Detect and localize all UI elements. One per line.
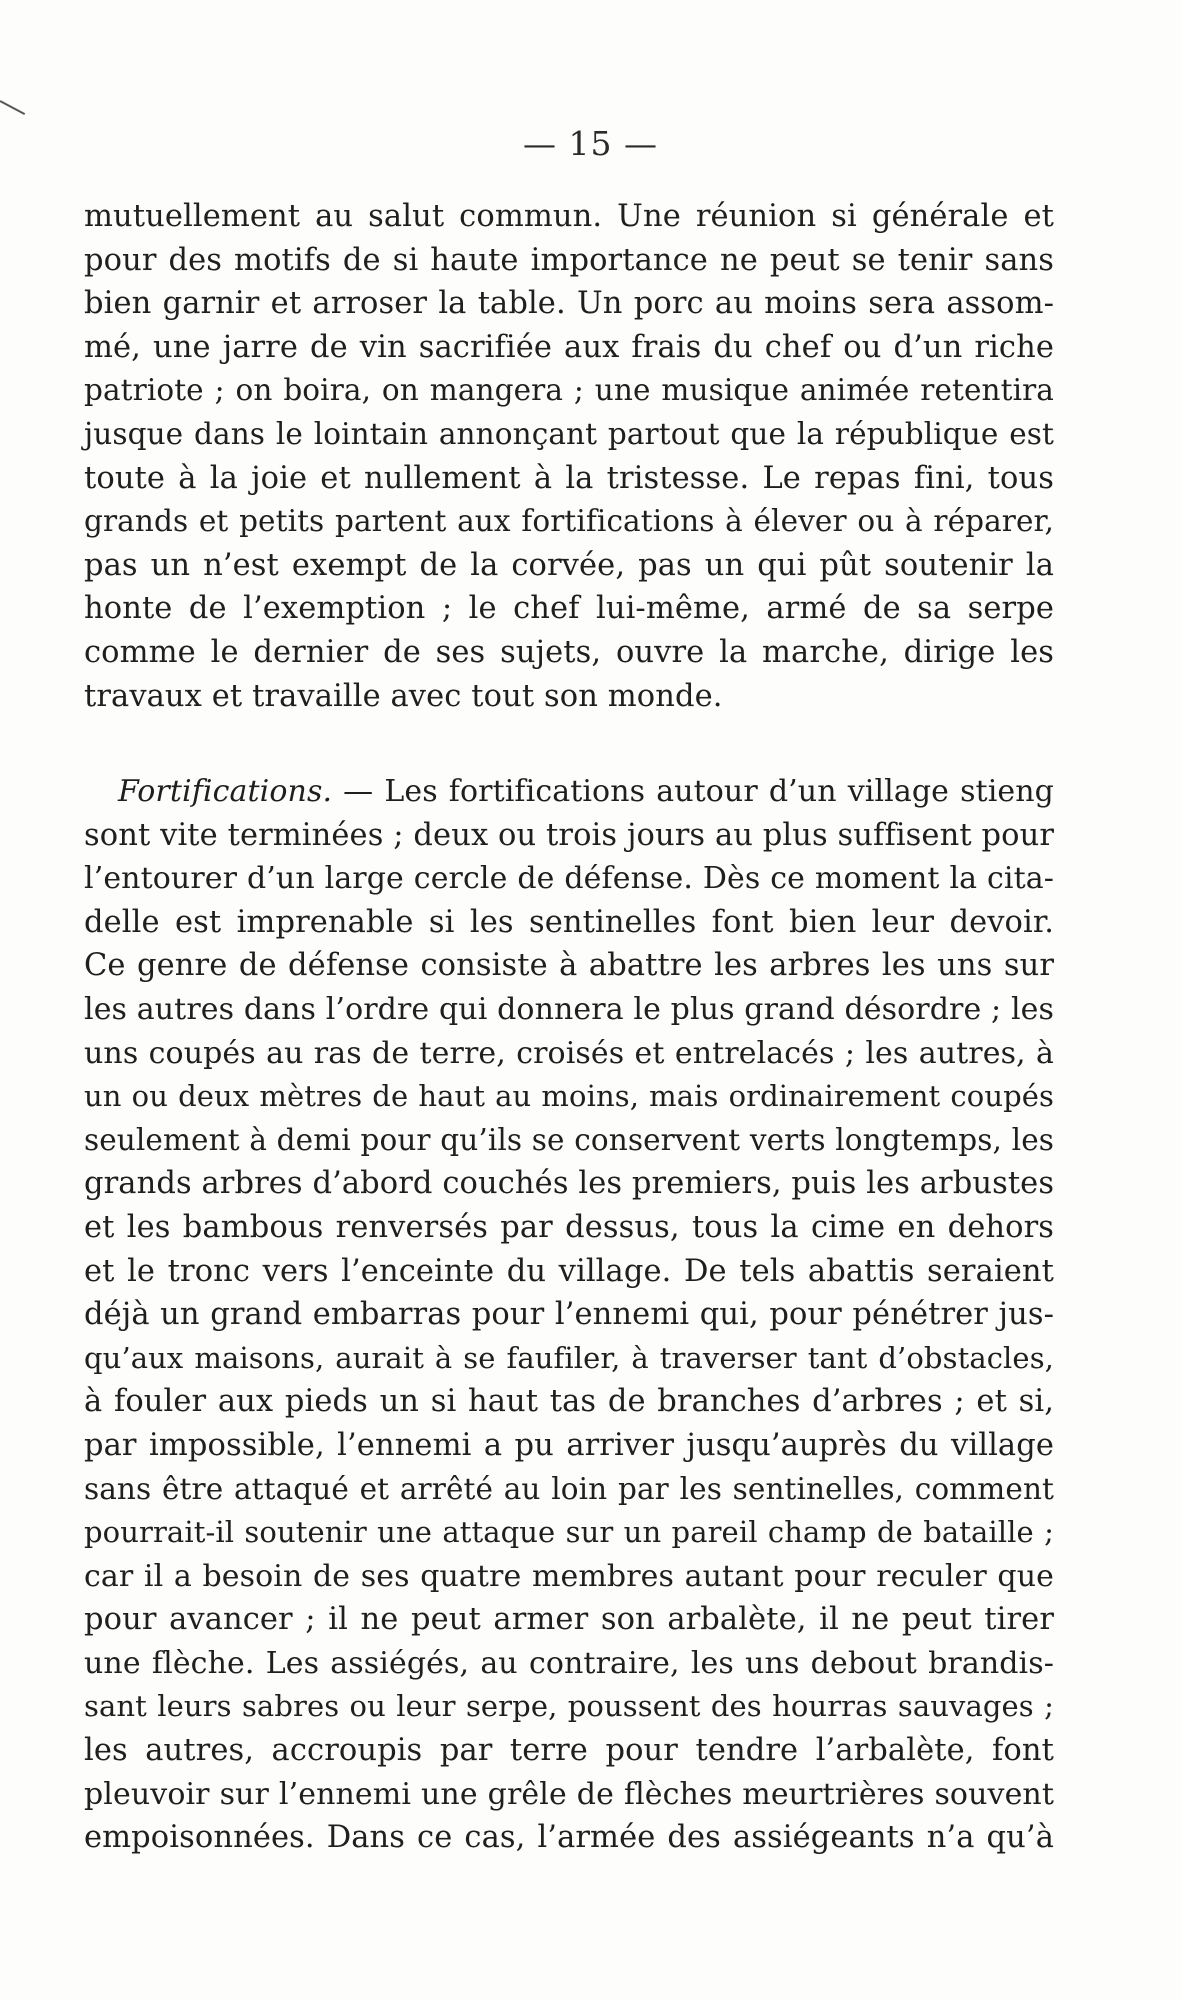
- text-line: seulement à demi pour qu’ils se conservent verts longtemps, les: [84, 1122, 1054, 1157]
- text-line: sant leurs sabres ou leur serpe, poussent des hourras sauvages ;: [84, 1689, 1054, 1724]
- page-number: — 15 —: [523, 124, 658, 163]
- scan-mark: [0, 100, 25, 115]
- text-line: bien garnir et arroser la table. Un porc au moins sera assom-: [84, 286, 1054, 322]
- text-line: honte de l’exemption ; le chef lui-même, armé de sa serpe: [84, 591, 1054, 627]
- first-line-text: — Les fortifications autour d’un village stieng: [332, 774, 1054, 809]
- paragraph-1: [84, 195, 1054, 718]
- text-line: et les bambous renversés par dessus, tous la cime en dehors: [84, 1209, 1054, 1245]
- text-line: et le tronc vers l’enceinte du village. De tels abattis seraient: [84, 1253, 1054, 1289]
- text-line: empoisonnées. Dans ce cas, l’armée des assiégeants n’a qu’à: [84, 1820, 1054, 1856]
- paragraph-2: [84, 770, 1054, 1860]
- text-line: à fouler aux pieds un si haut tas de branches d’arbres ; et si,: [84, 1384, 1054, 1420]
- text-line: travaux et travaille avec tout son monde.: [84, 678, 723, 714]
- text-line: grands arbres d’abord couchés les premiers, puis les arbustes: [84, 1166, 1055, 1202]
- text-line: toute à la joie et nullement à la tristesse. Le repas fini, tous: [84, 460, 1054, 496]
- text-line: pourrait-il soutenir une attaque sur un pareil champ de bataille ;: [84, 1515, 1054, 1550]
- text-line: les autres, accroupis par terre pour tendre l’arbalète, font: [84, 1733, 1054, 1769]
- text-line: delle est imprenable si les sentinelles font bien leur devoir.: [84, 904, 1054, 940]
- text-line: pour avancer ; il ne peut armer son arbalète, il ne peut tirer: [84, 1602, 1054, 1638]
- section-first-line: [84, 770, 1054, 814]
- text-line: sont vite terminées ; deux ou trois jours au plus suffisent pour: [84, 817, 1054, 853]
- text-line: patriote ; on boira, on mangera ; une musique animée retentira: [84, 373, 1054, 408]
- text-line: mé, une jarre de vin sacrifiée aux frais du chef ou d’un riche: [84, 329, 1054, 365]
- text-line: car il a besoin de ses quatre membres autant pour reculer que: [84, 1558, 1054, 1594]
- text-line: pour des motifs de si haute importance ne peut se tenir sans: [84, 242, 1054, 278]
- text-line: grands et petits partent aux fortifications à élever ou à réparer,: [84, 504, 1054, 539]
- section-title: Fortifications.: [118, 774, 333, 809]
- text-line: Ce genre de défense consiste à abattre les arbres les uns sur: [84, 948, 1054, 984]
- text-line: pas un n’est exempt de la corvée, pas un qui pût soutenir la: [84, 547, 1054, 583]
- text-line: pleuvoir sur l’ennemi une grêle de flèches meurtrières souvent: [84, 1776, 1054, 1812]
- text-line: par impossible, l’ennemi a pu arriver jusqu’auprès du village: [84, 1427, 1054, 1463]
- text-line: déjà un grand embarras pour l’ennemi qui, pour pénétrer jus-: [84, 1297, 1054, 1333]
- text-line: comme le dernier de ses sujets, ouvre la marche, dirige les: [84, 634, 1054, 670]
- text-line: jusque dans le lointain annonçant partout que la république est: [84, 416, 1054, 451]
- text-line: un ou deux mètres de haut au moins, mais ordinairement coupés: [84, 1079, 1054, 1114]
- text-line: les autres dans l’ordre qui donnera le plus grand désordre ; les: [84, 991, 1054, 1027]
- text-line: sans être attaqué et arrêté au loin par les sentinelles, comment: [84, 1471, 1054, 1506]
- text-line: l’entourer d’un large cercle de défense. Dès ce moment la cita-: [84, 861, 1054, 897]
- text-line: qu’aux maisons, aurait à se faufiler, à traverser tant d’obstacles,: [84, 1340, 1054, 1375]
- text-line: une flèche. Les assiégés, au contraire, les uns debout brandis-: [84, 1645, 1054, 1681]
- text-line: uns coupés au ras de terre, croisés et entrelacés ; les autres, à: [84, 1035, 1054, 1071]
- text-line: mutuellement au salut commun. Une réunion si générale et: [84, 199, 1054, 234]
